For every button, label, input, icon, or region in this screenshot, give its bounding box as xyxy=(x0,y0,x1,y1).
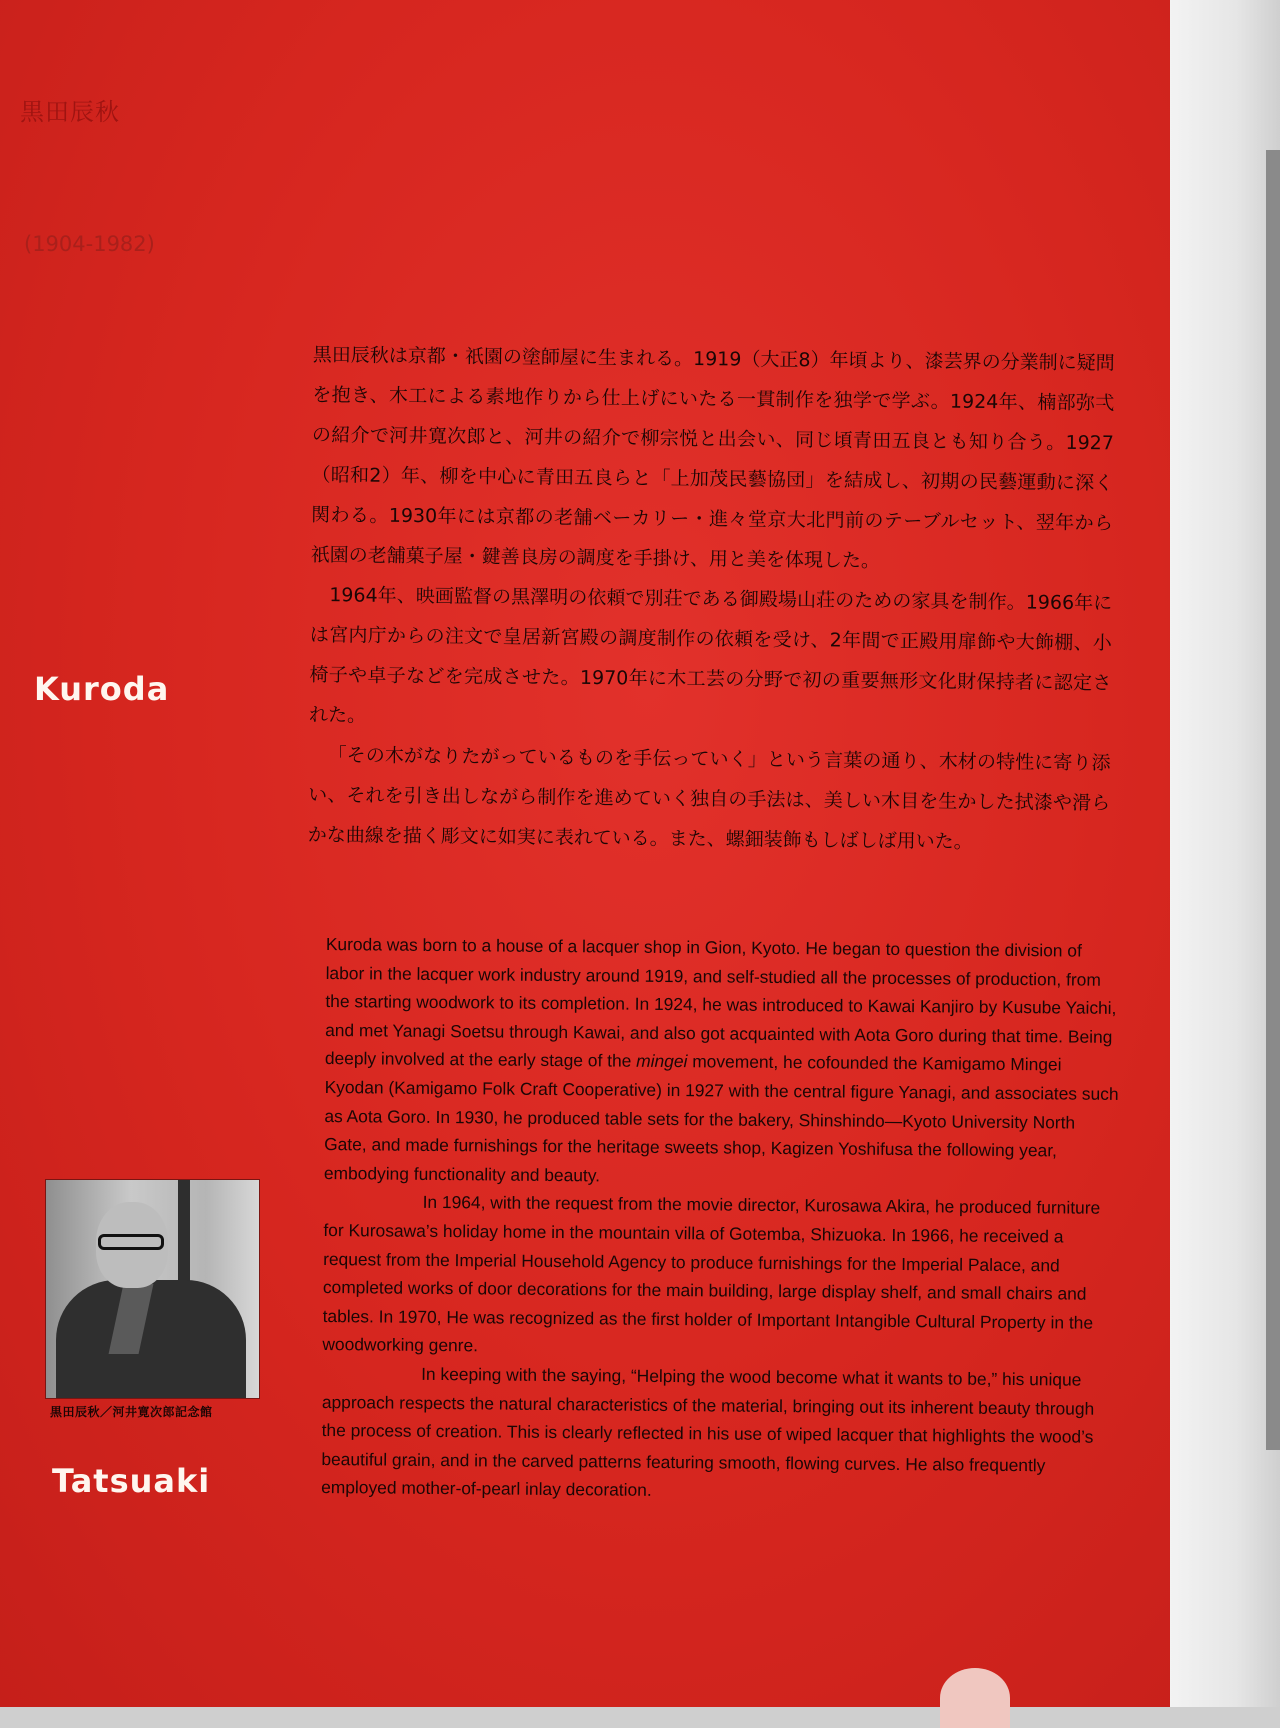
photo-caption: 黒田辰秋／河井寛次郎記念館 xyxy=(50,1405,213,1419)
artist-given-name: Tatsuaki xyxy=(52,1462,211,1500)
english-biography xyxy=(321,930,1124,1509)
adjacent-page-edge xyxy=(1170,0,1280,1707)
english-paragraph-2: In 1964, with the request from the movie director, Kurosawa Akira, he produced furniture for Kurosawa’s holiday home in the mountain villa of Gotemba, Shizuoka. In 1966, he received a request from the Imperial Household Agency to produce furnishings for the Imperial Palace, and completed works of door decorations for the main building, large display shelf, and small chairs and tables. In 1970, He was recognized as the first holder of Important Intangible Cultural Property in the woodworking genre. xyxy=(322,1192,1101,1356)
mingei-term: mingei xyxy=(636,1051,688,1072)
english-paragraph-1-start: Kuroda was born to a house of a lacquer shop in Gion, Kyoto. He began to question the division of labor in the lacquer work industry around 1919, and self-studied all the processes of production, from the starting woodwork to its completion. In 1924, he was introduced to Kawai Kanjiro by Kusube Yaichi, and met Yanagi Soetsu through Kawai, and also got acquainted with Aota Goro during that time. Being deeply involved at the early stage of the xyxy=(324,933,1117,1072)
english-paragraph-1-end: movement, he cofounded the Kamigamo Mingei Kyodan (Kamigamo Folk Craft Cooperative) in 1927 with the central figure Yanagi, and associates such as Aota Goro. In 1930, he produced table sets for the bakery, Shinshindo—Kyoto University North Gate, and made furnishings for the heritage sweets shop, Kagizen Yoshifusa the following year, embodying functionality and beauty. xyxy=(323,1051,1119,1186)
english-paragraph-1 xyxy=(324,930,1124,1194)
artist-name-japanese: 黒田辰秋 xyxy=(20,98,120,126)
japanese-paragraph-1: 黒田辰秋は京都・祇園の塗師屋に生まれる。1919（大正8）年頃より、漆芸界の分業制に疑問を抱き、木工による素地作りから仕上げにいたる一貫制作を独学で学ぶ。1924年、楠部弥弌の紹介で河井寛次郎と、河井の紹介で柳宗悦と出会い、同じ頃青田五良とも知り合う。1927（昭和2）年、柳を中心に青田五良らと「上加茂民藝協団」を結成し、初期の民藝運動に深く関わる。1930年には京都の老舗ベーカリー・進々堂京大北門前のテーブルセット、翌年から祇園の老舗菓子屋・鍵善良房の調度を手掛け、用と美を体現した。 xyxy=(310,343,1115,572)
japanese-paragraph-2: 1964年、映画監督の黒澤明の依頼で別荘である御殿場山荘のための家具を制作。1966年には宮内庁からの注文で皇居新宮殿の調度制作の依頼を受け、2年間で正殿用扉飾や大飾棚、小椅子や卓子などを完成させた。1970年に木工芸の分野で初の重要無形文化財保持者に認定された。 xyxy=(308,584,1113,727)
artist-surname: Kuroda xyxy=(34,670,170,708)
artist-portrait-photo xyxy=(45,1179,260,1399)
thumb-at-bottom xyxy=(940,1668,1010,1728)
japanese-paragraph-3: 「その木がなりたがっているものを手伝っていく」という言葉の通り、木材の特性に寄り添い、それを引き出しながら制作を進めていく独自の手法は、美しい木目を生かした拭漆や滑らかな曲線を描く彫文に如実に表れている。また、螺鈿装飾もしばしば用いた。 xyxy=(307,744,1111,853)
japanese-biography xyxy=(308,335,1115,863)
english-paragraph-3: In keeping with the saying, “Helping the wood become what it wants to be,” his unique approach respects the natural characteristics of the material, bringing out its inherent beauty through the process of creation. This is clearly reflected in his use of wiped lacquer that highlights the wood’s beautiful grain, and in the carved patterns featuring smooth, flowing curves. He also frequently employed mother-of-pearl inlay decoration. xyxy=(321,1363,1095,1501)
photo-glasses xyxy=(98,1234,164,1250)
artist-years: (1904-1982) xyxy=(24,232,155,256)
photo-kimono xyxy=(56,1280,246,1399)
